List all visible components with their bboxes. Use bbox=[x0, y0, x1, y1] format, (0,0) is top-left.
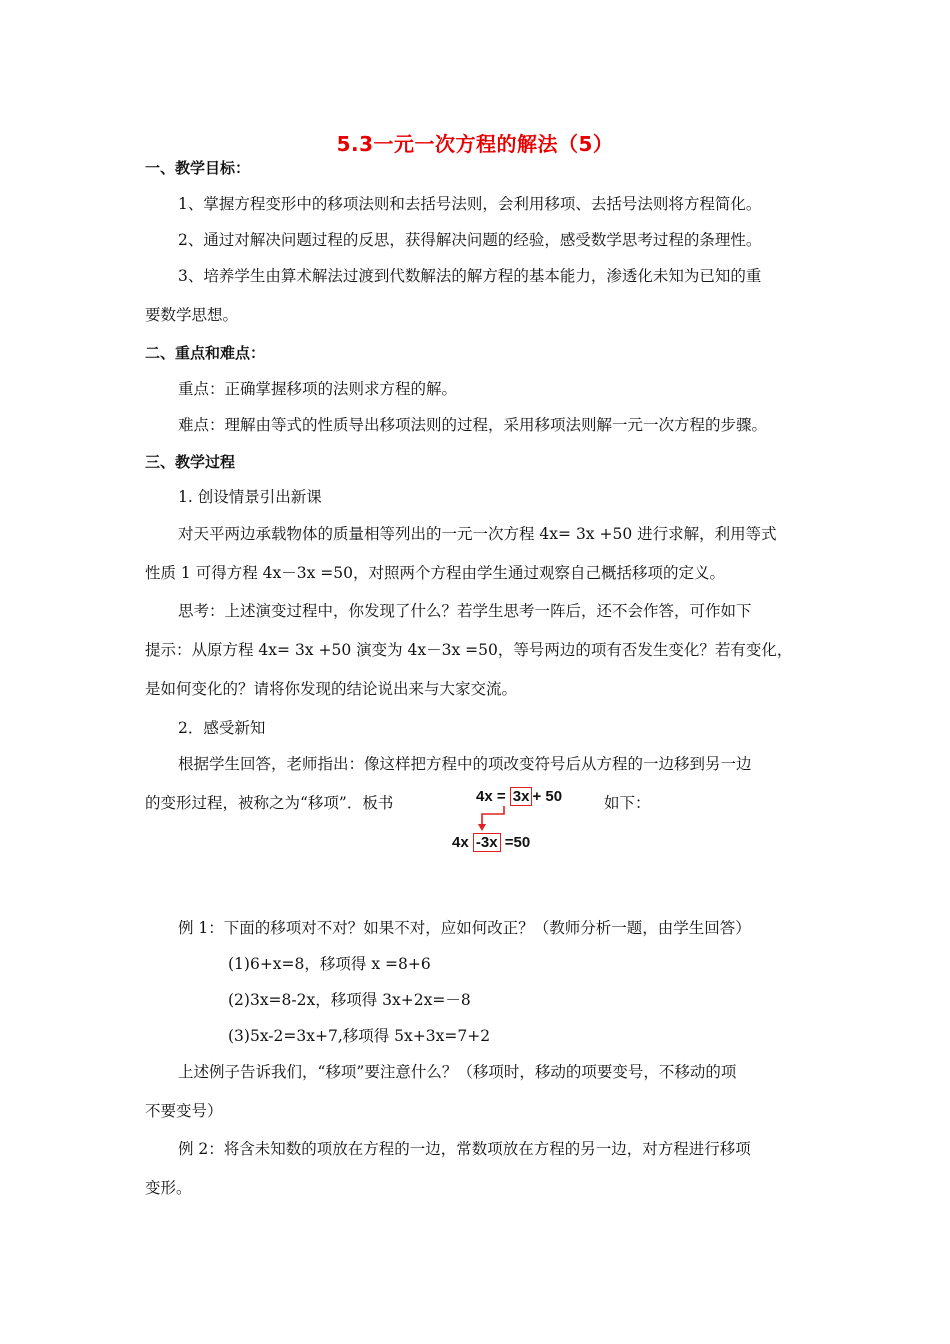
objective-3-line1: 3、培养学生由算术解法过渡到代数解法的解方程的基本能力，渗透化未知为已知的重 bbox=[178, 267, 762, 285]
paragraph-1-line2: 性质 1 可得方程 4x－3x =50，对照两个方程由学生通过观察自己概括移项的定义。 bbox=[145, 564, 725, 582]
eq2-left: 4x bbox=[452, 834, 473, 851]
example-1-item-2: (2)3x=8-2x，移项得 3x+2x=－8 bbox=[228, 991, 471, 1009]
paragraph-3-line1: 根据学生回答，老师指出：像这样把方程中的项改变符号后从方程的一边移到另一边 bbox=[178, 755, 752, 773]
paragraph-3-tail: 如下： bbox=[604, 794, 651, 812]
example-1-item-1: (1)6+x=8，移项得 x =8+6 bbox=[228, 955, 431, 973]
example-2-line1: 例 2：将含未知数的项放在方程的一边，常数项放在方程的另一边，对方程进行移项 bbox=[178, 1140, 751, 1158]
example-2-line2: 变形。 bbox=[145, 1179, 192, 1197]
transposition-figure bbox=[444, 786, 584, 858]
eq1-left: 4x = bbox=[476, 788, 510, 805]
keypoint-difficulty: 难点：理解由等式的性质导出移项法则的过程，采用移项法则解一元一次方程的步骤。 bbox=[178, 416, 768, 434]
paragraph-2-line3: 是如何变化的？请将你发现的结论说出来与大家交流。 bbox=[145, 680, 518, 698]
objective-2: 2、通过对解决问题过程的反思，获得解决问题的经验，感受数学思考过程的条理性。 bbox=[178, 231, 762, 249]
example-1-item-3: (3)5x-2=3x+7,移项得 5x+3x=7+2 bbox=[228, 1027, 491, 1045]
paragraph-2-line1: 思考：上述演变过程中，你发现了什么？若学生思考一阵后，还不会作答，可作如下 bbox=[178, 602, 752, 620]
note-line1: 上述例子告诉我们，“移项”要注意什么？（移项时，移动的项要变号，不移动的项 bbox=[178, 1063, 737, 1081]
equation-transformed bbox=[452, 834, 530, 851]
eq1-boxed-term: 3x bbox=[510, 787, 533, 806]
objective-3-line2: 要数学思想。 bbox=[145, 306, 239, 324]
paragraph-2-line2: 提示：从原方程 4x= 3x +50 演变为 4x－3x =50，等号两边的项有否发生变化？若有变化， bbox=[145, 641, 793, 659]
eq1-right: + 50 bbox=[532, 788, 563, 805]
note-line2: 不要变号） bbox=[145, 1102, 223, 1120]
section-heading-objectives: 一、教学目标： bbox=[145, 159, 251, 177]
section-heading-process: 三、教学过程 bbox=[145, 453, 236, 471]
eq2-boxed-term: -3x bbox=[473, 833, 501, 852]
paragraph-3-line2: 的变形过程，被称之为“移项”．板书 bbox=[145, 794, 394, 812]
subheading-1: 1. 创设情景引出新课 bbox=[178, 488, 322, 506]
subheading-2: 2．感受新知 bbox=[178, 719, 266, 737]
section-heading-keypoints: 二、重点和难点： bbox=[145, 344, 266, 362]
objective-1: 1、掌握方程变形中的移项法则和去括号法则，会利用移项、去括号法则将方程简化。 bbox=[178, 195, 762, 213]
example-1: 例 1：下面的移项对不对？如果不对，应如何改正？（教师分析一题，由学生回答） bbox=[178, 919, 751, 937]
page-title: 5.3一元一次方程的解法（5） bbox=[336, 132, 614, 156]
paragraph-1-line1: 对天平两边承载物体的质量相等列出的一元一次方程 4x= 3x +50 进行求解，利用等式 bbox=[178, 525, 777, 543]
eq2-right: =50 bbox=[500, 834, 531, 851]
keypoint-focus: 重点：正确掌握移项的法则求方程的解。 bbox=[178, 380, 458, 398]
